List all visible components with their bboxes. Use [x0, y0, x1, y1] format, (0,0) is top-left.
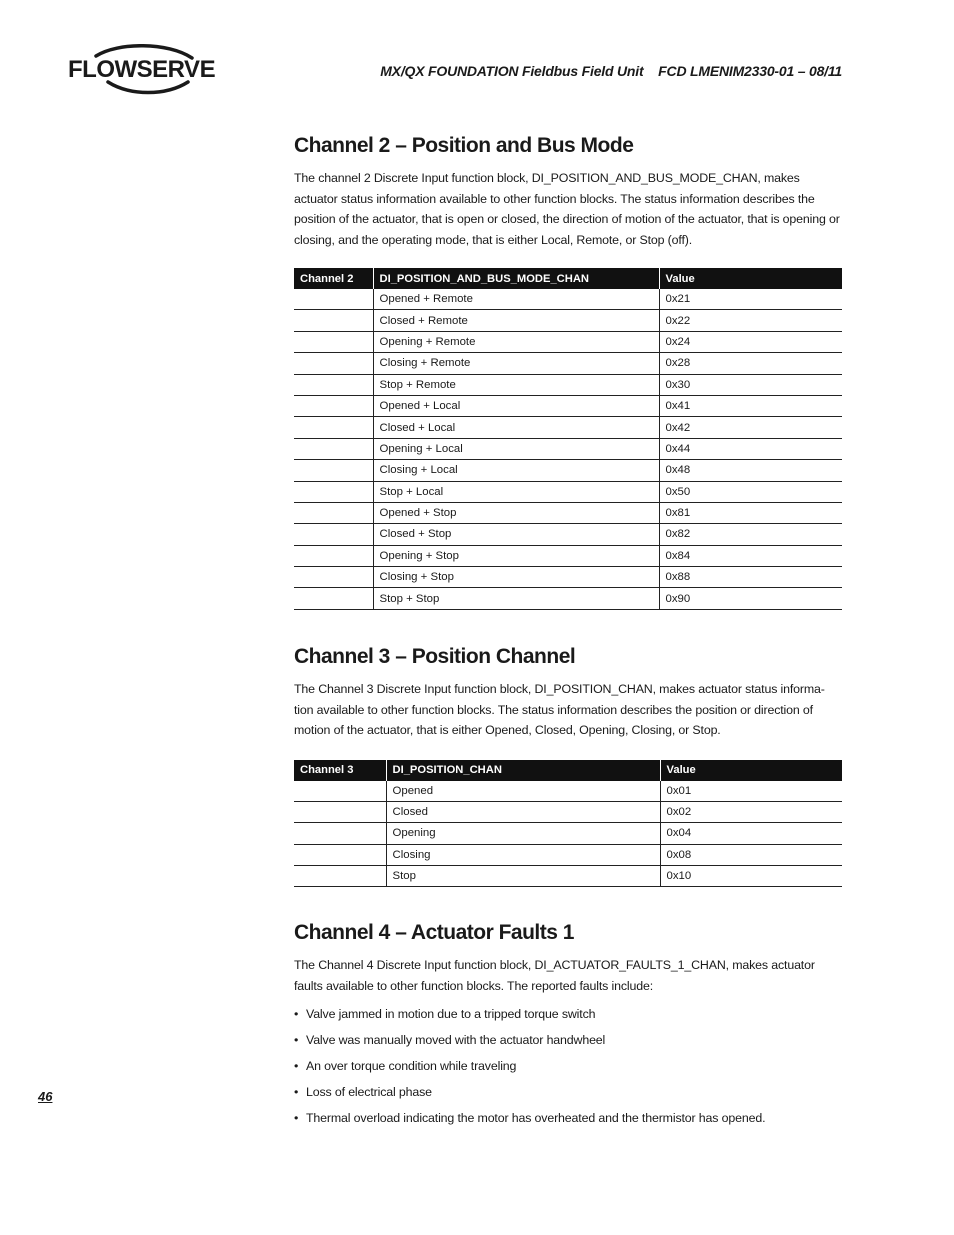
table-cell	[294, 781, 386, 802]
column-header: Channel 3	[294, 760, 386, 781]
table-cell	[294, 502, 373, 523]
table-cell: 0x50	[659, 481, 842, 502]
table-cell: 0x04	[660, 823, 842, 844]
table-cell: 0x44	[659, 438, 842, 459]
table-cell	[294, 866, 386, 887]
table-row	[294, 545, 842, 566]
table-cell: Opened	[386, 781, 660, 802]
table-cell: 0x28	[659, 353, 842, 374]
bullet-icon: •	[294, 1085, 299, 1099]
table-cell: 0x81	[659, 502, 842, 523]
section-channel-3	[294, 645, 842, 887]
section-heading: Channel 2 – Position and Bus Mode	[294, 134, 634, 157]
table-cell: Closed	[386, 801, 660, 822]
table-cell: Closing	[386, 844, 660, 865]
section-channel-4	[294, 921, 842, 1131]
list-item-text: Loss of electrical phase	[306, 1085, 432, 1099]
table-cell: Stop	[386, 866, 660, 887]
table-cell: Closing + Remote	[373, 353, 659, 374]
table-cell	[294, 524, 373, 545]
table-cell	[294, 289, 373, 310]
table-cell	[294, 417, 373, 438]
table-header-row	[294, 760, 842, 781]
table-cell: 0x22	[659, 310, 842, 331]
table-cell	[294, 823, 386, 844]
table-cell	[294, 331, 373, 352]
fault-list	[294, 1001, 842, 1131]
table-cell: Opening	[386, 823, 660, 844]
table-cell	[294, 588, 373, 609]
bullet-icon: •	[294, 1059, 299, 1073]
column-header: Channel 2	[294, 268, 373, 289]
table-row	[294, 310, 842, 331]
list-item-text: Valve was manually moved with the actuator handwheel	[306, 1033, 606, 1047]
section-channel-2	[294, 134, 842, 610]
table-row	[294, 481, 842, 502]
column-header: DI_POSITION_AND_BUS_MODE_CHAN	[373, 268, 659, 289]
table-cell: Opening + Remote	[373, 331, 659, 352]
list-item-text: Valve jammed in motion due to a tripped torque switch	[306, 1007, 596, 1021]
table-row	[294, 374, 842, 395]
table-row	[294, 331, 842, 352]
table-cell: Opened + Local	[373, 395, 659, 416]
table-cell: Stop + Stop	[373, 588, 659, 609]
section-heading: Channel 3 – Position Channel	[294, 645, 576, 668]
bullet-icon: •	[294, 1111, 299, 1125]
table-row	[294, 502, 842, 523]
table-cell: 0x41	[659, 395, 842, 416]
bullet-icon: •	[294, 1007, 299, 1021]
table-row	[294, 460, 842, 481]
table-row	[294, 866, 842, 887]
table-cell: 0x90	[659, 588, 842, 609]
table-cell: 0x24	[659, 331, 842, 352]
table-header-row	[294, 268, 842, 289]
table-row	[294, 844, 842, 865]
table-cell: 0x02	[660, 801, 842, 822]
table-row	[294, 395, 842, 416]
table-row	[294, 353, 842, 374]
table-cell	[294, 844, 386, 865]
table-cell: 0x08	[660, 844, 842, 865]
list-item	[294, 1079, 842, 1105]
table-cell: Stop + Local	[373, 481, 659, 502]
table-cell	[294, 353, 373, 374]
bullet-icon: •	[294, 1033, 299, 1047]
table-cell	[294, 801, 386, 822]
section-body: The Channel 4 Discrete Input function block, DI_ACTUATOR_FAULTS_1_CHAN, makes actuator faults available to other function blocks. The reported faults include:	[294, 958, 815, 993]
table-cell	[294, 395, 373, 416]
channel-3-table	[294, 760, 842, 888]
table-cell: 0x88	[659, 567, 842, 588]
table-cell: Closed + Local	[373, 417, 659, 438]
section-body: The Channel 3 Discrete Input function block, DI_POSITION_CHAN, makes actuator status informa-tion available to other function blocks. The status information describes the position or direction of motion of the actuator, that is either Opened, Closed, Opening, Closing, or Stop.	[294, 682, 825, 737]
table-cell: 0x21	[659, 289, 842, 310]
table-cell	[294, 310, 373, 331]
table-row	[294, 588, 842, 609]
column-header: Value	[660, 760, 842, 781]
list-item-text: Thermal overload indicating the motor has overheated and the thermistor has opened.	[306, 1111, 766, 1125]
list-item	[294, 1001, 842, 1027]
table-cell	[294, 460, 373, 481]
table-row	[294, 438, 842, 459]
table-cell: Closed + Stop	[373, 524, 659, 545]
table-row	[294, 801, 842, 822]
table-cell: Stop + Remote	[373, 374, 659, 395]
column-header: Value	[659, 268, 842, 289]
page-number: 46	[38, 1089, 53, 1104]
running-header-title: MX/QX FOUNDATION Fieldbus Field Unit FCD LMENIM2330-01 – 08/11	[380, 63, 842, 79]
table-cell: Opened + Remote	[373, 289, 659, 310]
table-cell: Opening + Local	[373, 438, 659, 459]
list-item-text: An over torque condition while traveling	[306, 1059, 517, 1073]
column-header: DI_POSITION_CHAN	[386, 760, 660, 781]
table-cell	[294, 374, 373, 395]
table-cell: Closed + Remote	[373, 310, 659, 331]
list-item	[294, 1105, 842, 1131]
table-row	[294, 567, 842, 588]
table-row	[294, 417, 842, 438]
table-cell: 0x01	[660, 781, 842, 802]
table-cell: Opening + Stop	[373, 545, 659, 566]
table-cell: 0x48	[659, 460, 842, 481]
table-row	[294, 289, 842, 310]
table-cell: 0x84	[659, 545, 842, 566]
table-row	[294, 781, 842, 802]
table-cell	[294, 438, 373, 459]
table-cell: 0x82	[659, 524, 842, 545]
list-item	[294, 1027, 842, 1053]
table-cell: Closing + Local	[373, 460, 659, 481]
section-heading: Channel 4 – Actuator Faults 1	[294, 921, 574, 944]
table-cell: Closing + Stop	[373, 567, 659, 588]
logo-wordmark: FLOWSERVE	[68, 56, 216, 83]
table-cell	[294, 567, 373, 588]
channel-2-table	[294, 268, 842, 610]
table-cell: 0x30	[659, 374, 842, 395]
table-cell	[294, 545, 373, 566]
section-body: The channel 2 Discrete Input function block, DI_POSITION_AND_BUS_MODE_CHAN, makes actuator status information available to other function blocks. The status information describes the position of the actuator, that is open or closed, the direction of motion of the actuator, that is opening or closing, and the operating mode, that is either Local, Remote, or Stop (off).	[294, 171, 840, 247]
table-row	[294, 524, 842, 545]
table-row	[294, 823, 842, 844]
table-cell	[294, 481, 373, 502]
list-item	[294, 1053, 842, 1079]
table-cell: Opened + Stop	[373, 502, 659, 523]
table-cell: 0x42	[659, 417, 842, 438]
flowserve-logo	[68, 44, 216, 96]
table-cell: 0x10	[660, 866, 842, 887]
